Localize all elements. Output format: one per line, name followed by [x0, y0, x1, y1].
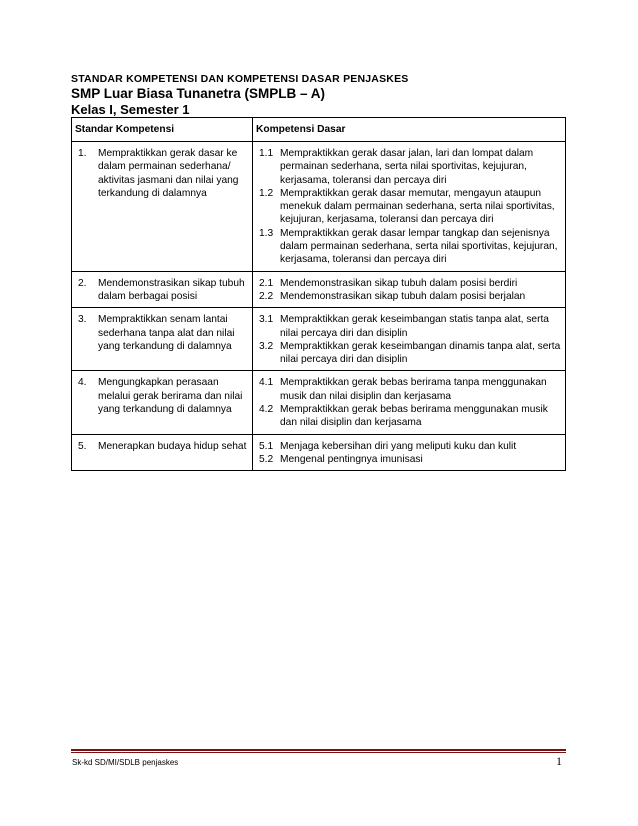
- table-row: [72, 371, 566, 434]
- kd-cell: [253, 308, 566, 371]
- footer-rule: [71, 749, 566, 751]
- kd-text: Mempraktikkan gerak keseimbangan statis tanpa alat, serta nilai percaya diri dan disiplin: [280, 314, 549, 339]
- table-row: [72, 142, 566, 272]
- school-name: SMP Luar Biasa Tunanetra (SMPLB – A): [71, 86, 326, 101]
- kd-number: 2.2: [259, 290, 274, 302]
- table-row: [72, 271, 566, 308]
- sk-text: Menerapkan budaya hidup sehat: [98, 440, 247, 452]
- kd-text: Mendemonstrasikan sikap tubuh dalam posisi berdiri: [280, 277, 518, 289]
- sk-number: 5.: [78, 440, 87, 452]
- table-row: [72, 434, 566, 471]
- kd-cell: [253, 142, 566, 272]
- sk-text: Mempraktikkan senam lantai sederhana tanpa alat dan nilai yang terkandung di dalamnya: [98, 314, 235, 352]
- kd-text: Mengenal pentingnya imunisasi: [280, 453, 423, 465]
- kd-number: 3.1: [259, 314, 274, 326]
- col-header-kompetensi-dasar: Kompetensi Dasar: [253, 118, 566, 142]
- sk-cell: [72, 308, 253, 371]
- kd-number: 5.1: [259, 440, 274, 452]
- kd-number: 4.1: [259, 377, 274, 389]
- competency-table: [71, 117, 566, 471]
- table-header-row: [72, 118, 566, 142]
- kd-number: 1.2: [259, 187, 274, 199]
- sk-cell: [72, 371, 253, 434]
- sk-cell: [72, 142, 253, 272]
- page-number: 1: [556, 754, 562, 768]
- kd-number: 3.2: [259, 340, 274, 352]
- kd-cell: [253, 434, 566, 471]
- document-title: STANDAR KOMPETENSI DAN KOMPETENSI DASAR PENJASKES: [71, 73, 409, 85]
- sk-number: 4.: [78, 377, 87, 389]
- kd-text: Mempraktikkan gerak bebas berirama tanpa menggunakan musik dan nilai disiplin dan kerjasama: [280, 377, 547, 402]
- sk-text: Mempraktikkan gerak dasar ke dalam permainan sederhana/ aktivitas jasmani dan nilai yang terkandung di dalamnya: [98, 148, 239, 199]
- sk-text: Mendemonstrasikan sikap tubuh dalam berbagai posisi: [98, 277, 245, 302]
- kd-text: Menjaga kebersihan diri yang meliputi kuku dan kulit: [280, 440, 517, 452]
- kd-number: 5.2: [259, 453, 274, 465]
- kd-number: 4.2: [259, 404, 274, 416]
- kd-text: Mempraktikkan gerak keseimbangan dinamis tanpa alat, serta nilai percaya diri dan disiplin: [280, 340, 561, 366]
- col-header-standar-kompetensi: Standar Kompetensi: [72, 118, 253, 142]
- footer-text: Sk-kd SD/MI/SDLB penjaskes: [72, 758, 179, 767]
- sk-cell: [72, 271, 253, 308]
- footer-rule-thin: [71, 752, 566, 753]
- kd-number: 1.1: [259, 148, 274, 159]
- kd-cell: [253, 371, 566, 434]
- kd-cell: [253, 271, 566, 308]
- document-heading: [71, 72, 571, 117]
- kd-text: Mempraktikkan gerak dasar jalan, lari dan lompat dalam permainan sederhana, serta nilai sportivitas, kejujuran, kerjasama, toleransi dan percaya diri: [280, 148, 534, 186]
- kd-text: Mempraktikkan gerak dasar memutar, mengayun ataupun menekuk dalam permainan sederhana, serta nilai sportivitas, kejujuran, kerjasama, toleransi dan percaya diri: [280, 187, 555, 226]
- table-row: [72, 308, 566, 371]
- sk-number: 3.: [78, 314, 87, 326]
- kd-text: Mendemonstrasikan sikap tubuh dalam posisi berjalan: [280, 290, 526, 302]
- kd-number: 1.3: [259, 227, 274, 239]
- sk-number: 2.: [78, 277, 87, 289]
- class-semester: Kelas I, Semester 1: [71, 102, 190, 117]
- sk-text: Mengungkapkan perasaan melalui gerak berirama dan nilai yang terkandung di dalamnya: [98, 377, 243, 416]
- kd-text: Mempraktikkan gerak bebas berirama menggunakan musik dan nilai disiplin dan kerjasama: [280, 404, 548, 429]
- kd-text: Mempraktikkan gerak dasar lempar tangkap dan sejenisnya dalam permainan sederhana, serta nilai sportivitas, kejujuran, kerjasama, toleransi dan percaya diri: [280, 227, 558, 266]
- kd-number: 2.1: [259, 277, 274, 289]
- sk-number: 1.: [78, 148, 87, 159]
- sk-cell: [72, 434, 253, 471]
